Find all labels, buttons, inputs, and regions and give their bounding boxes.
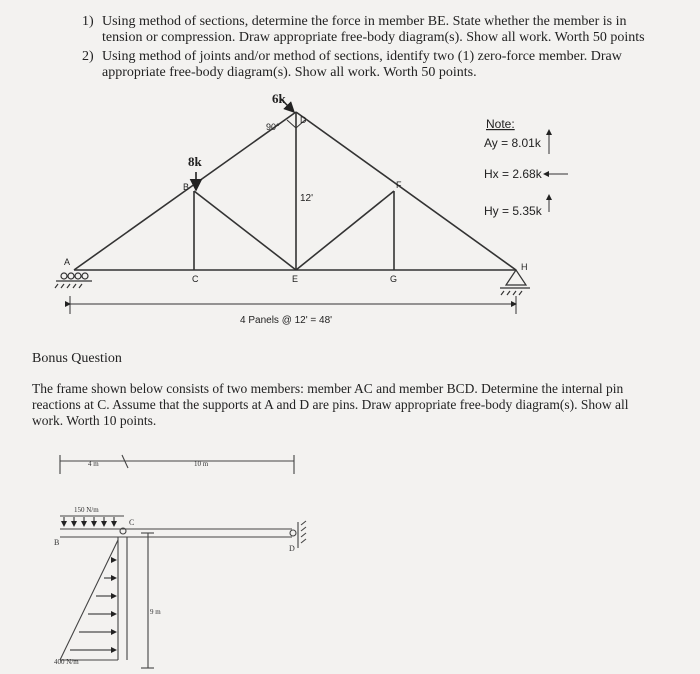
reaction-ay: Ay = 8.01k xyxy=(484,136,541,150)
load-400-arrows xyxy=(70,560,116,650)
frame-node-b: B xyxy=(54,538,60,547)
frame-4m-label: 4 m xyxy=(88,460,99,468)
frame-400-label: 400 N/m xyxy=(54,658,79,666)
frame-node-d: D xyxy=(289,544,295,553)
reaction-hy: Hy = 5.35k xyxy=(484,204,542,218)
node-g: G xyxy=(390,274,398,284)
node-a: A xyxy=(64,257,71,267)
question-1-line1: Using method of sections, determine the force in member BE. State whether the member is in xyxy=(102,14,627,29)
question-1-number: 1) xyxy=(82,14,94,29)
frame-150-label: 150 N/m xyxy=(74,506,99,514)
bonus-title: Bonus Question xyxy=(32,351,122,366)
node-c: C xyxy=(192,274,199,284)
note-title: Note: xyxy=(486,117,515,131)
question-2-line2: appropriate free-body diagram(s). Show all work. Worth 50 points. xyxy=(102,65,477,80)
bonus-text: The frame shown below consists of two members: member AC and member BCD. Determine the internal pin reactions at C. Assume that the supports at A and D are pins. Draw appropriate free-body diagram(s). Show all work. Worth 10 points. xyxy=(32,381,629,428)
question-2-number: 2) xyxy=(82,49,94,64)
question-1-line2: tension or compression. Draw appropriate free-body diagram(s). Show all work. Worth 50 points xyxy=(102,30,645,45)
span-dimension xyxy=(70,296,516,314)
node-d: D xyxy=(300,115,307,125)
member-be xyxy=(194,191,296,270)
pin-support-a xyxy=(55,273,92,288)
load-6k-label: 6k xyxy=(272,91,286,106)
frame-10m-label: 10 m xyxy=(194,460,209,468)
question-2-line1: Using method of joints and/or method of sections, identify two (1) zero-force member. Draw xyxy=(102,49,622,64)
load-400-line xyxy=(60,540,118,660)
load-150-arrows xyxy=(64,517,114,526)
truss-right-top-chord xyxy=(296,112,516,270)
node-h: H xyxy=(521,262,528,272)
node-f: F xyxy=(396,180,402,190)
truss-diagram xyxy=(74,112,516,270)
span-label: 4 Panels @ 12' = 48' xyxy=(240,315,333,326)
frame-diagram xyxy=(60,455,306,668)
load-8k-label: 8k xyxy=(188,154,202,169)
node-b: B xyxy=(183,182,190,192)
node-e: E xyxy=(292,274,299,284)
frame-node-c: C xyxy=(129,518,135,527)
reaction-hx: Hx = 2.68k xyxy=(484,167,542,181)
pin-support-h xyxy=(500,270,530,295)
height-12-label: 12' xyxy=(300,193,314,204)
frame-9m-label: 9 m xyxy=(150,608,161,616)
angle-90-label: 90° xyxy=(266,122,280,132)
